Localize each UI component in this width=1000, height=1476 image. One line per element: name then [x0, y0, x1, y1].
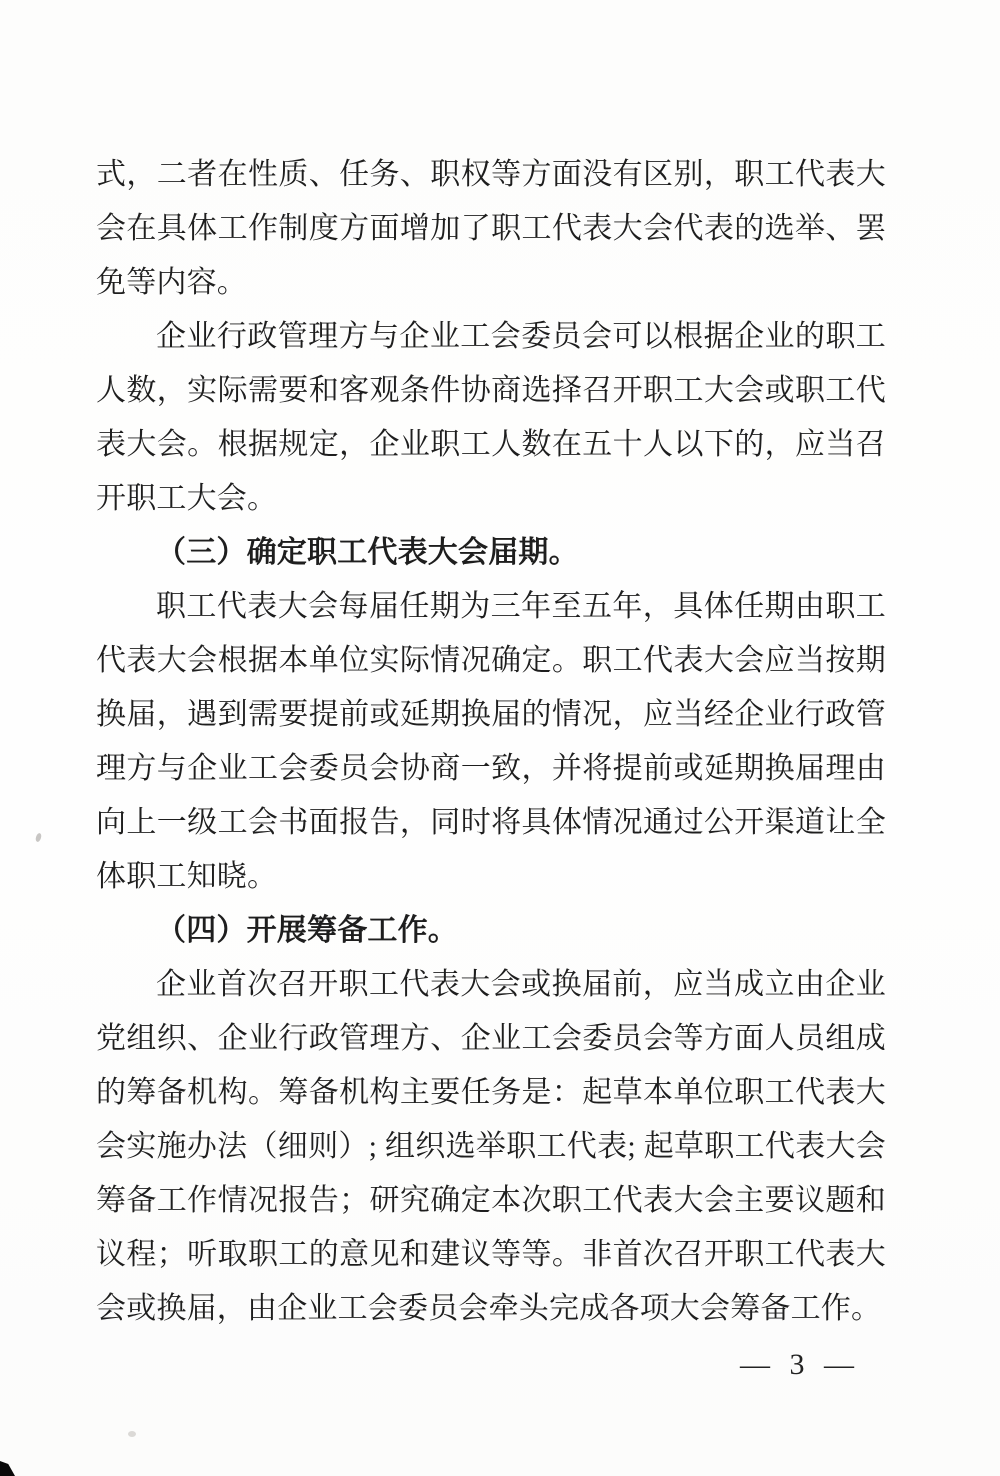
paragraph-preparation-work: 企业首次召开职工代表大会或换届前，应当成立由企业党组织、企业行政管理方、企业工会委员会等方面人员组成的筹备机构。筹备机构主要任务是：起草本单位职工代表大会实施办法（细则）; 组织选举职工代表; 起草职工代表大会筹备工作情况报告；研究确定本次职工代表大会主要议题和议程；听取职工的意见和建议等等。非首次召开职工代表大会或换届，由企业工会委员会牵头完成各项大会筹备工作。: [96, 968, 886, 1325]
section-heading-4: （四）开展筹备工作。: [156, 914, 458, 947]
document-body: [96, 148, 886, 1390]
scan-artifact-corner: [0, 1461, 15, 1476]
paragraph-term-length: 职工代表大会每届任期为三年至五年，具体任期由职工代表大会根据本单位实际情况确定。职工代表大会应当按期换届，遇到需要提前或延期换届的情况，应当经企业行政管理方与企业工会委员会协商一致，并将提前或延期换届理由向上一级工会书面报告，同时将具体情况通过公开渠道让全体职工知晓。: [96, 590, 886, 893]
scan-artifact-speck: [35, 832, 43, 842]
page-number: — 3 —: [740, 1348, 860, 1381]
paragraph-meeting-choice: 企业行政管理方与企业工会委员会可以根据企业的职工人数，实际需要和客观条件协商选择召开职工大会或职工代表大会。根据规定，企业职工人数在五十人以下的，应当召开职工大会。: [96, 320, 886, 515]
section-heading-3: （三）确定职工代表大会届期。: [156, 536, 579, 569]
scan-artifact-speck: [128, 1431, 136, 1437]
paragraph-continuation: 式，二者在性质、任务、职权等方面没有区别，职工代表大会在具体工作制度方面增加了职工代表大会代表的选举、罢免等内容。: [96, 158, 886, 299]
